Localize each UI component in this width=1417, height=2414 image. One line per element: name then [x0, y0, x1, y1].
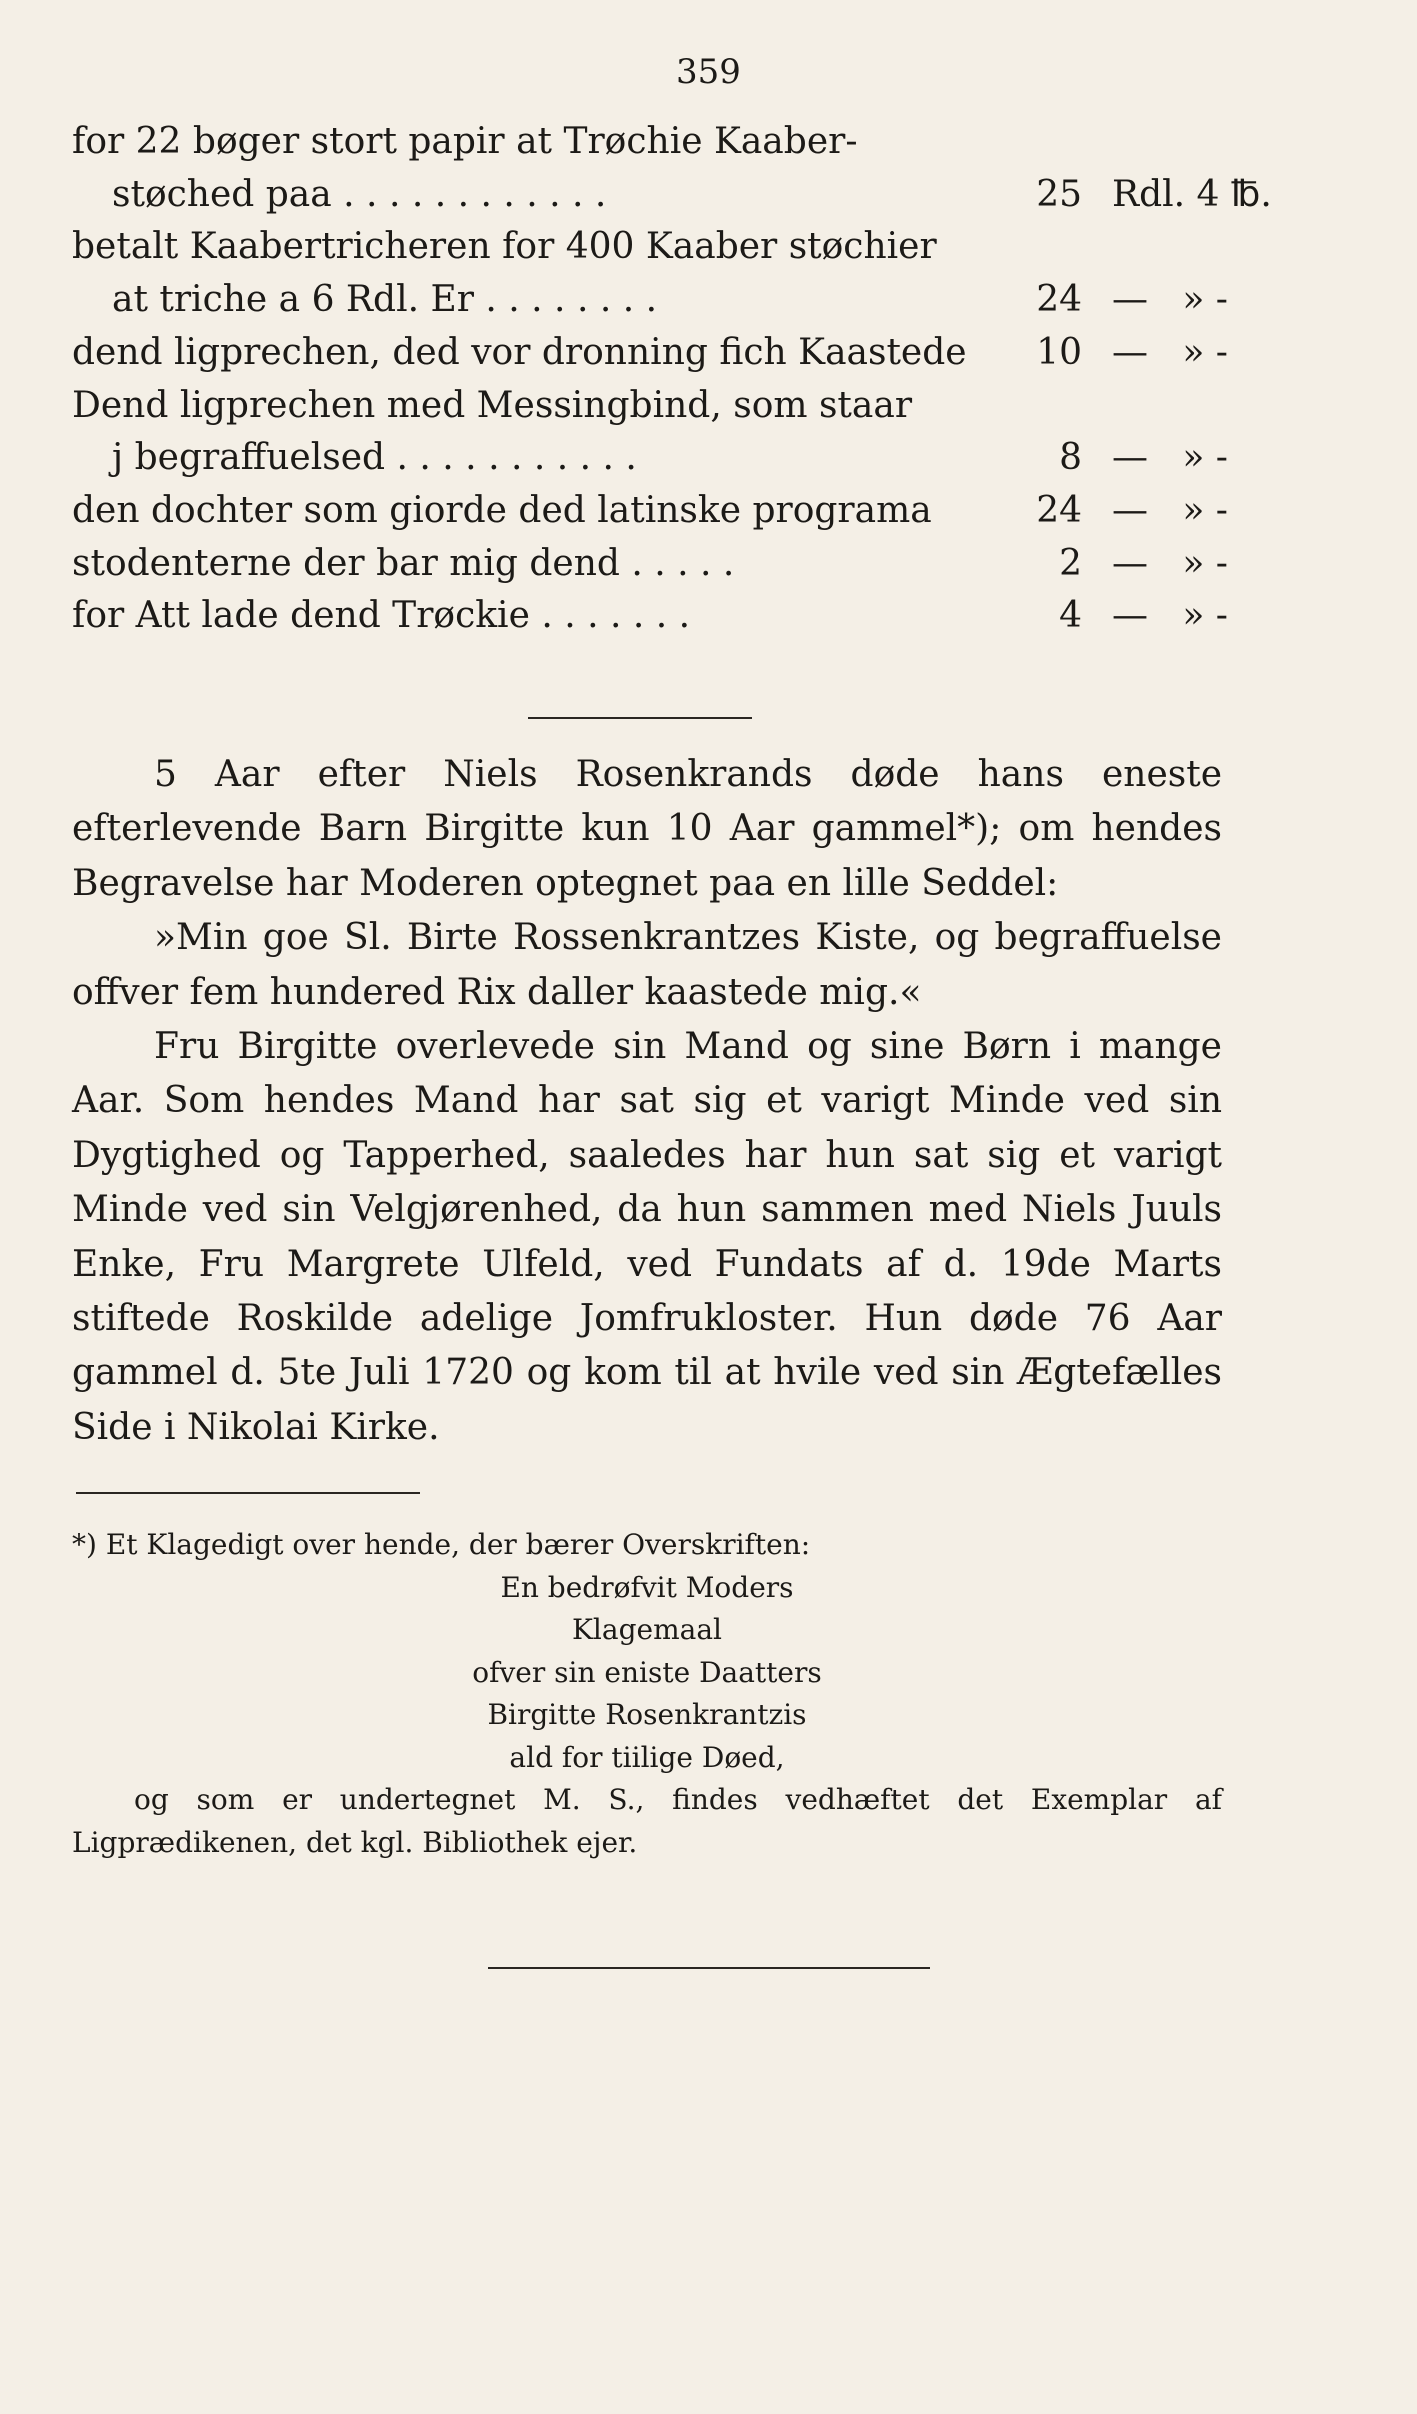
account-entry-unit: Rdl. 4 ℔. — [1112, 173, 1272, 215]
section-divider — [528, 717, 752, 719]
poem-title-line: En bedrøfvit Moders — [500, 1570, 794, 1604]
account-entry — [72, 222, 1332, 272]
account-entry — [72, 381, 1332, 431]
paragraph: »Min goe Sl. Birte Rossenkrantzes Kiste, og begraffuelse offver fem hundered Rix daller kaastede mig.« — [72, 917, 1222, 1013]
account-entry-text: at triche a 6 Rdl. Er . . . . . . . . — [112, 279, 658, 321]
paragraph: Fru Birgitte overlevede sin Mand og sine Børn i mange Aar. Som hendes Mand har sat sig et varigt Minde ved sin Dygtighed og Tapperhed, saaledes har hun sat sig et varigt Minde ved sin Velgjørenhed, da hun sammen med Niels Juuls Enke, Fru Margrete Ulfeld, ved Fundats af d. 19de Marts stiftede Roskilde adelige Jomfrukloster. Hun døde 76 Aar gammel d. 5te Juli 1720 og kom til at hvile ved sin Ægtefælles Side i Nikolai Kirke. — [72, 1026, 1222, 1448]
account-entry-text: den dochter som giorde ded latinske programa — [72, 489, 932, 531]
footnote-continuation: og som er undertegnet M. S., findes vedhæftet det Exemplar af Ligprædikenen, det kgl. Bibliothek ejer. — [72, 1783, 1222, 1859]
account-entry-unit: — » - — [1112, 331, 1228, 373]
poem-title-line: Klagemaal — [572, 1613, 722, 1646]
account-entry — [72, 170, 1332, 220]
footnote-divider — [76, 1492, 420, 1494]
account-entry-amount: 24 — [1036, 489, 1082, 531]
account-entry-text: støched paa . . . . . . . . . . . . — [112, 173, 607, 215]
account-entry — [72, 539, 1332, 589]
account-entry-text: Dend ligprechen med Messingbind, som staar — [72, 384, 913, 426]
account-entry — [72, 328, 1332, 378]
account-entry-amount: 8 — [1059, 437, 1082, 479]
account-entry — [72, 117, 1332, 167]
account-entry-text: dend ligprechen, ded vor dronning fich Kaastede — [72, 331, 967, 373]
account-entry-amount: 10 — [1036, 331, 1082, 373]
poem-title-line: Birgitte Rosenkrantzis — [487, 1698, 807, 1731]
account-entry-text: for Att lade dend Trøckie . . . . . . . — [72, 595, 691, 637]
poem-title-line: ald for tiilige Døed, — [509, 1740, 785, 1774]
account-entry-amount: 25 — [1036, 173, 1082, 215]
account-entry — [72, 591, 1332, 641]
account-entry-text: j begraffuelsed . . . . . . . . . . . — [112, 437, 637, 479]
account-entry-text: stodenterne der bar mig dend . . . . . — [72, 542, 735, 584]
account-entry-amount: 2 — [1059, 542, 1082, 584]
paragraph: 5 Aar efter Niels Rosenkrands døde hans eneste efterlevende Barn Birgitte kun 10 Aar gammel*); om hendes Begravelse har Moderen optegnet paa en lille Seddel: — [72, 754, 1222, 904]
page-number: 359 — [676, 52, 741, 92]
account-entry-unit: — » - — [1112, 489, 1228, 531]
account-entry-unit: — » - — [1112, 542, 1228, 584]
account-entry — [72, 275, 1332, 325]
page-end-divider — [488, 1967, 930, 1969]
account-entry-unit: — » - — [1112, 279, 1228, 321]
account-entry-unit: — » - — [1112, 437, 1228, 479]
footnote-intro: *) Et Klagedigt over hende, der bærer Overskriften: — [72, 1528, 811, 1561]
account-entry-amount: 4 — [1059, 595, 1082, 637]
account-entry — [72, 486, 1332, 536]
body-text — [72, 748, 1222, 1455]
account-entry-amount: 24 — [1036, 279, 1082, 321]
poem-title-line: ofver sin eniste Daatters — [472, 1655, 822, 1689]
account-entry-text: betalt Kaabertricheren for 400 Kaaber støchier — [72, 226, 937, 268]
account-entry-unit: — » - — [1112, 595, 1228, 637]
footnote — [72, 1524, 1222, 1864]
account-entry-text: for 22 bøger stort papir at Trøchie Kaaber- — [72, 121, 858, 162]
account-entry — [72, 433, 1332, 483]
